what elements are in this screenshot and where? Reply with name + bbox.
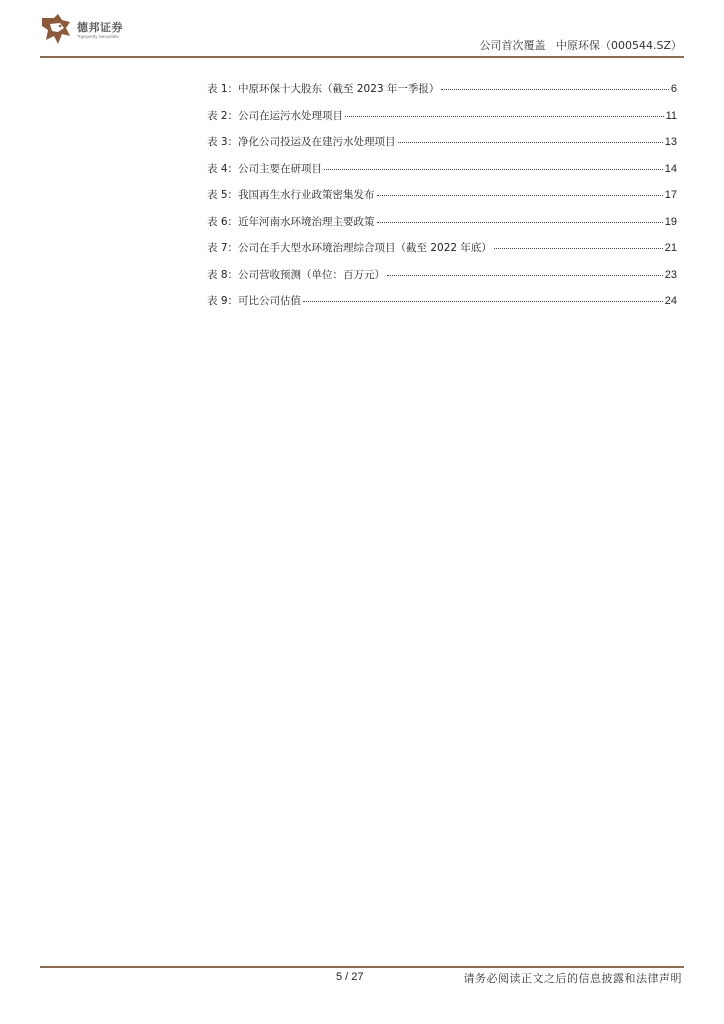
logo-text-cn: 德邦证券 [77,21,123,35]
toc-leader [387,275,663,276]
toc-label: 表 3： [207,136,239,148]
toc-leader [345,116,664,117]
toc-label: 表 8： [207,268,239,281]
toc-page: 19 [664,215,677,228]
company-name: 中原环保（000544.SZ） [555,39,682,52]
toc-label: 表 7： [207,242,239,254]
toc-page: 13 [664,136,677,148]
toc-title: 近年河南水环境治理主要政策 [238,215,375,228]
header-divider [40,56,684,58]
toc-item[interactable] [207,82,677,109]
company-logo [40,14,150,48]
toc-item[interactable] [207,162,677,189]
toc-label: 表 6： [207,215,239,228]
toc-item[interactable] [207,241,677,268]
toc-item[interactable] [207,294,677,321]
toc-title: 公司在手大型水环境治理综合项目（截至 2022 年底） [238,242,492,254]
toc-title: 公司营收预测（单位：百万元） [238,268,386,281]
toc-leader [377,195,663,196]
toc-title: 我国再生水行业政策密集发布 [238,189,375,201]
toc-item[interactable] [207,188,677,215]
toc-page: 21 [664,242,677,254]
toc-label: 表 4： [207,162,239,175]
toc-label: 表 1： [207,83,239,95]
footer-divider [40,966,684,968]
toc-title: 公司在运污水处理项目 [238,109,344,122]
toc-title: 可比公司估值 [238,295,302,307]
toc-leader [377,222,663,223]
table-of-contents [207,82,677,321]
header-title [479,37,682,53]
toc-item[interactable] [207,268,677,295]
toc-page: 23 [664,268,677,281]
toc-page: 11 [665,109,677,122]
toc-title: 净化公司投运及在建污水处理项目 [238,136,396,148]
toc-page: 24 [664,295,677,307]
toc-leader [303,301,663,302]
toc-leader [494,248,663,249]
toc-label: 表 2： [207,109,239,122]
toc-item[interactable] [207,109,677,136]
toc-page: 17 [664,189,677,201]
toc-item[interactable] [207,215,677,242]
toc-label: 表 5： [207,189,239,201]
toc-title: 中原环保十大股东（截至 2023 年一季报） [238,83,440,95]
toc-page: 14 [664,162,677,175]
logo-icon [40,14,72,48]
toc-leader [398,142,663,143]
toc-leader [441,89,668,90]
toc-leader [324,169,663,170]
toc-page: 6 [670,83,677,95]
toc-title: 公司主要在研项目 [238,162,323,175]
toc-item[interactable] [207,135,677,162]
logo-text-en: Topsperity Securities [77,34,119,40]
legal-disclaimer: 请务必阅读正文之后的信息披露和法律声明 [463,972,682,985]
page-header [0,0,724,62]
toc-label: 表 9： [207,295,239,307]
report-type: 公司首次覆盖 [479,39,546,52]
page-number: 5 / 27 [336,971,364,983]
